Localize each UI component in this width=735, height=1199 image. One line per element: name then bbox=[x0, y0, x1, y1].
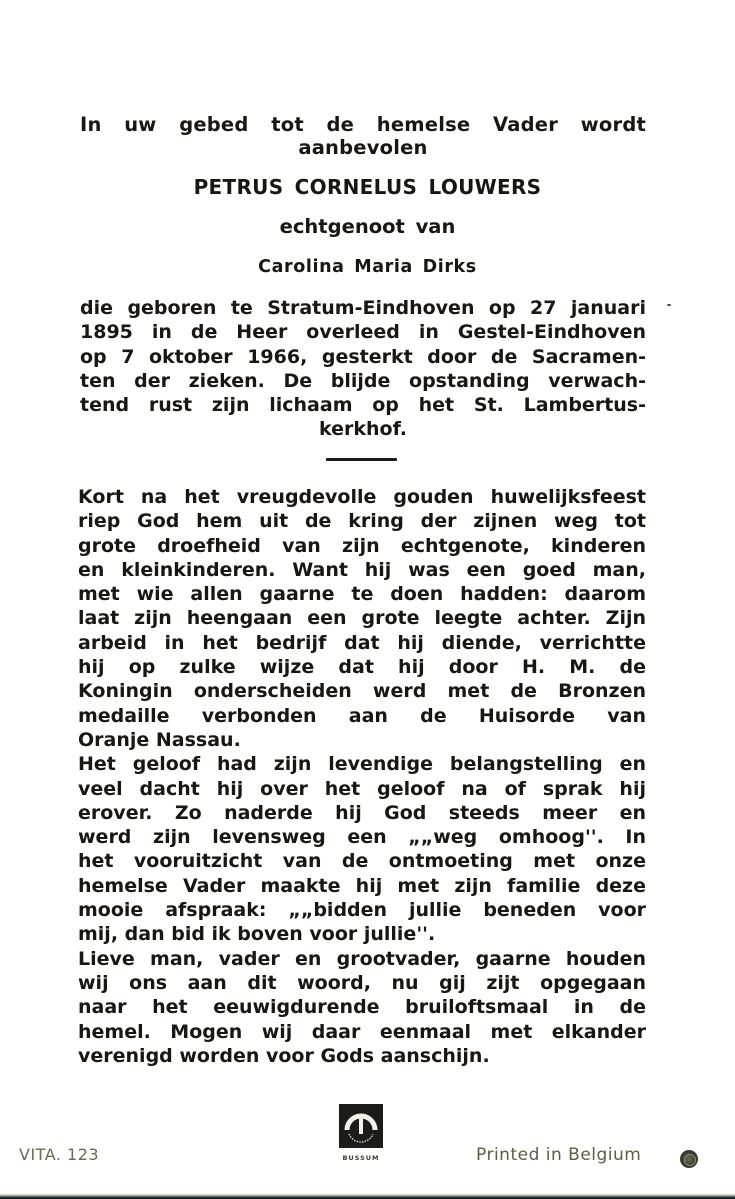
bio-line: tend rust zijn lichaam op het St. Lambertus- bbox=[80, 394, 646, 417]
bio-line: op 7 oktober 1966, gesterkt door de Sacramen- bbox=[80, 345, 646, 368]
eulogy-line: Lieve man, vader en grootvader, gaarne houden bbox=[78, 947, 646, 970]
biography-paragraph bbox=[80, 296, 646, 442]
printed-in-label: Printed in Belgium bbox=[476, 1145, 642, 1165]
bio-line: 1895 in de Heer overleed in Gestel-Eindhoven bbox=[80, 321, 646, 344]
publisher-mark bbox=[338, 1104, 384, 1162]
eulogy-line: hemelse Vader maakte hij met zijn familie deze bbox=[78, 874, 646, 897]
intro-prayer bbox=[80, 113, 646, 159]
deceased-name: PETRUS CORNELUS LOUWERS bbox=[193, 175, 542, 199]
seal-icon bbox=[680, 1150, 698, 1168]
eulogy-line: veel dacht hij over het geloof na of sprak hij bbox=[78, 777, 646, 800]
eulogy-line: riep God hem uit de kring der zijnen weg tot bbox=[78, 510, 646, 533]
eulogy-line: werd zijn levensweg een „„weg omhoog''. In bbox=[78, 826, 646, 849]
eulogy-line: hij op zulke wijze dat hij door H. M. de bbox=[78, 656, 646, 679]
intro-line-1: In uw gebed tot de hemelse Vader wordt bbox=[80, 113, 646, 136]
relation-label: echtgenoot van bbox=[279, 215, 456, 238]
bio-line: ten der zieken. De blijde opstanding verwach- bbox=[80, 369, 646, 392]
series-code: VITA. 123 bbox=[19, 1145, 100, 1164]
eulogy-line: arbeid in het bedrijf dat hij diende, verrichtte bbox=[78, 631, 646, 654]
section-divider bbox=[326, 458, 397, 461]
print-speck bbox=[667, 304, 671, 306]
eulogy-line: verenigd worden voor Gods aanschijn. bbox=[78, 1044, 490, 1067]
eulogy-line: Het geloof had zijn levendige belangstelling en bbox=[78, 753, 646, 776]
eulogy-line: mooie afspraak: „„bidden jullie beneden voor bbox=[78, 899, 646, 922]
eulogy-line: hemel. Mogen wij daar eenmaal met elkander bbox=[78, 1020, 646, 1043]
eulogy-line: Kort na het vreugdevolle gouden huwelijksfeest bbox=[78, 486, 646, 508]
eulogy-line: medaille verbonden aan de Huisorde van bbox=[78, 704, 646, 727]
eulogy-line: laat zijn heengaan een grote leegte achter. Zijn bbox=[78, 607, 646, 630]
bio-line: die geboren te Stratum-Eindhoven op 27 januari bbox=[80, 297, 646, 319]
eulogy-line: met wie allen gaarne te doen hadden: daarom bbox=[78, 583, 646, 606]
publisher-city: BUSSUM bbox=[342, 1154, 380, 1162]
bio-line: kerkhof. bbox=[318, 418, 408, 441]
eulogy-line: wij ons aan dit woord, nu gij zijt opgegaan bbox=[78, 971, 646, 994]
eulogy-line: mij, dan bid ik boven voor jullie''. bbox=[78, 923, 436, 946]
eulogy-text bbox=[78, 485, 646, 1068]
spouse-name: Carolina Maria Dirks bbox=[258, 257, 477, 277]
intro-line-2: aanbevolen bbox=[298, 136, 428, 159]
eulogy-line: Oranje Nassau. bbox=[78, 728, 241, 751]
card-bottom-edge bbox=[0, 1193, 735, 1199]
eulogy-line: en kleinkinderen. Want hij was een goed man, bbox=[78, 558, 646, 581]
eulogy-line: grote droefheid van zijn echtgenote, kinderen bbox=[78, 534, 646, 557]
eulogy-line: Koningin onderscheiden werd met de Bronzen bbox=[78, 680, 646, 703]
eulogy-line: erover. Zo naderde hij God steeds meer en bbox=[78, 801, 646, 824]
publisher-logo-icon bbox=[339, 1104, 383, 1148]
eulogy-line: naar het eeuwigdurende bruiloftsmaal in de bbox=[78, 996, 646, 1019]
eulogy-line: het vooruitzicht van de ontmoeting met onze bbox=[78, 850, 646, 873]
